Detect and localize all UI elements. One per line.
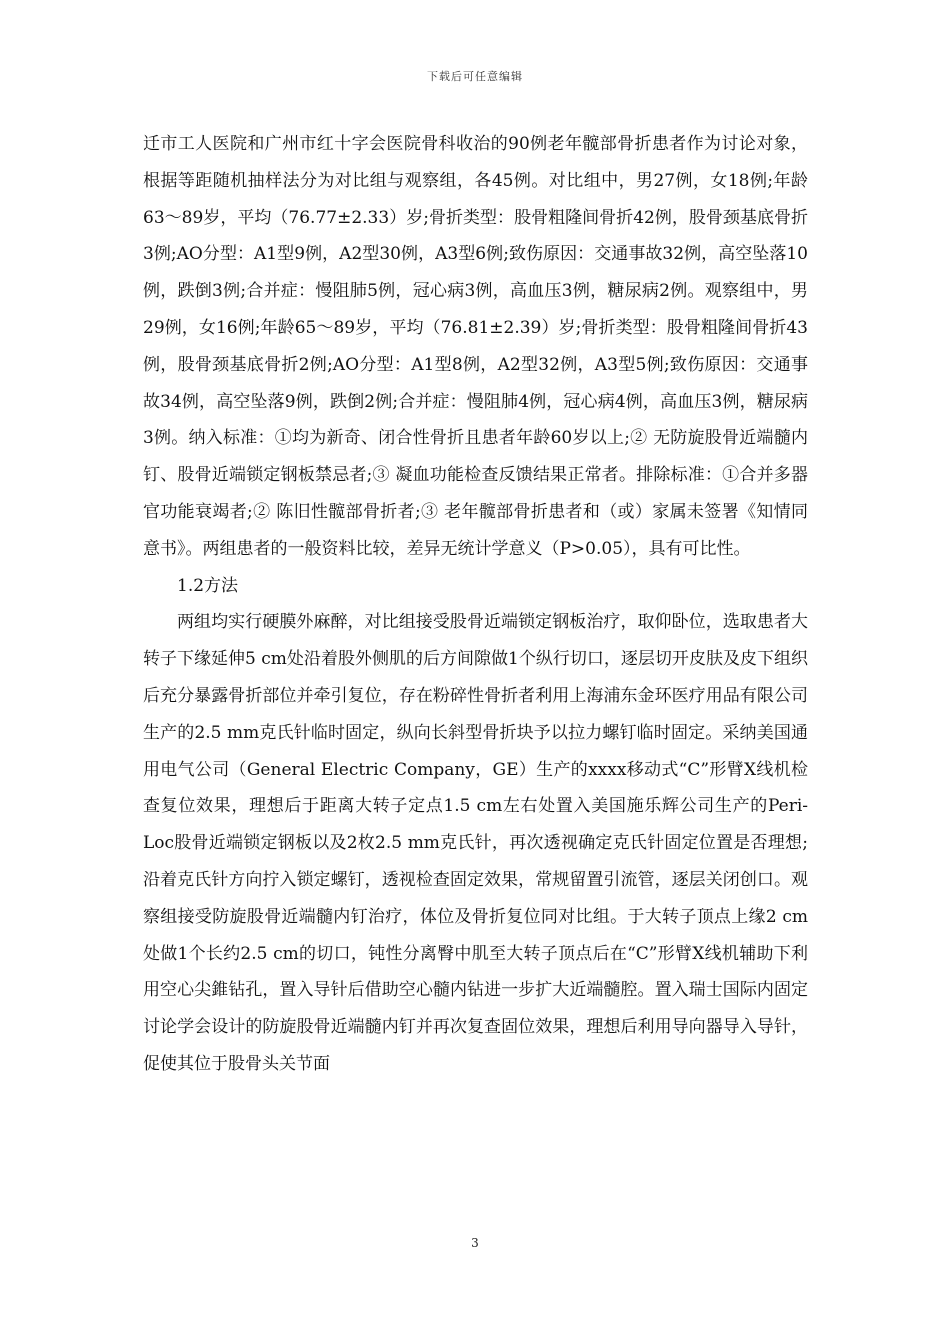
paragraph-methods: 两组均实行硬膜外麻醉，对比组接受股骨近端锁定钢板治疗，取仰卧位，选取患者大转子下缘延伸5 cm处沿着股外侧肌的后方间隙做1个纵行切口，逐层切开皮肤及皮下组织后充分暴露骨折部位并牵引复位，存在粉碎性骨折者利用上海浦东金环医疗用品有限公司生产的2.5 mm克氏针临时固定，纵向长斜型骨折块予以拉力螺钉临时固定。采纳美国通用电气公司（General Electric Company，GE）生产的xxxx移动式“C”形臂X线机检查复位效果，理想后于距离大转子定点1.5 cm左右处置入美国施乐辉公司生产的Peri-Loc股骨近端锁定钢板以及2枚2.5 mm克氏针，再次透视确定克氏针固定位置是否理想;沿着克氏针方向拧入锁定螺钉，透视检查固定效果，常规留置引流管，逐层关闭创口。观察组接受防旋股骨近端髓内钉治疗，体位及骨折复位同对比组。于大转子顶点上缘2 cm处做1个长约2.5 cm的切口，钝性分离臀中肌至大转子顶点后在“C”形臂X线机辅助下利用空心尖錐钻孔，置入导针后借助空心髓内钻进一步扩大近端髓腔。置入瑞士国际内固定讨论学会设计的防旋股骨近端髓内钉并再次复查固位效果，理想后利用导向器导入导针，促使其位于股骨头关节面 — [143, 612, 808, 1074]
section-heading-methods: 1.2方法 — [177, 575, 239, 596]
document-body — [143, 126, 808, 1083]
page-header: 下载后可任意编辑 — [427, 70, 523, 83]
page-number: 3 — [471, 1236, 479, 1250]
paragraph-patients: 迁市工人医院和广州市红十字会医院骨科收治的90例老年髋部骨折患者作为讨论对象，根据等距随机抽样法分为对比组与观察组，各45例。对比组中，男27例，女18例;年龄63～89岁，平均（76.77±2.33）岁;骨折类型：股骨粗隆间骨折42例，股骨颈基底骨折3例;AO分型：A1型9例，A2型30例，A3型6例;致伤原因：交通事故32例，高空坠落10例，跌倒3例;合并症：慢阻肺5例，冠心病3例，高血压3例，糖尿病2例。观察组中，男29例，女16例;年龄65～89岁，平均（76.81±2.39）岁;骨折类型：股骨粗隆间骨折43例，股骨颈基底骨折2例;AO分型：A1型8例，A2型32例，A3型5例;致伤原因：交通事故34例，高空坠落9例，跌倒2例;合并症：慢阻肺4例，冠心病4例，高血压3例，糖尿病3例。纳入标准：①均为新奇、闭合性骨折且患者年龄60岁以上;② 无防旋股骨近端髓内钉、股骨近端锁定钢板禁忌者;③ 凝血功能检查反馈结果正常者。排除标准：①合并多器官功能衰竭者;② 陈旧性髋部骨折者;③ 老年髋部骨折患者和（或）家属未签署《知情同意书》。两组患者的一般资料比较，差异无统计学意义（P>0.05），具有可比性。 — [143, 134, 808, 559]
